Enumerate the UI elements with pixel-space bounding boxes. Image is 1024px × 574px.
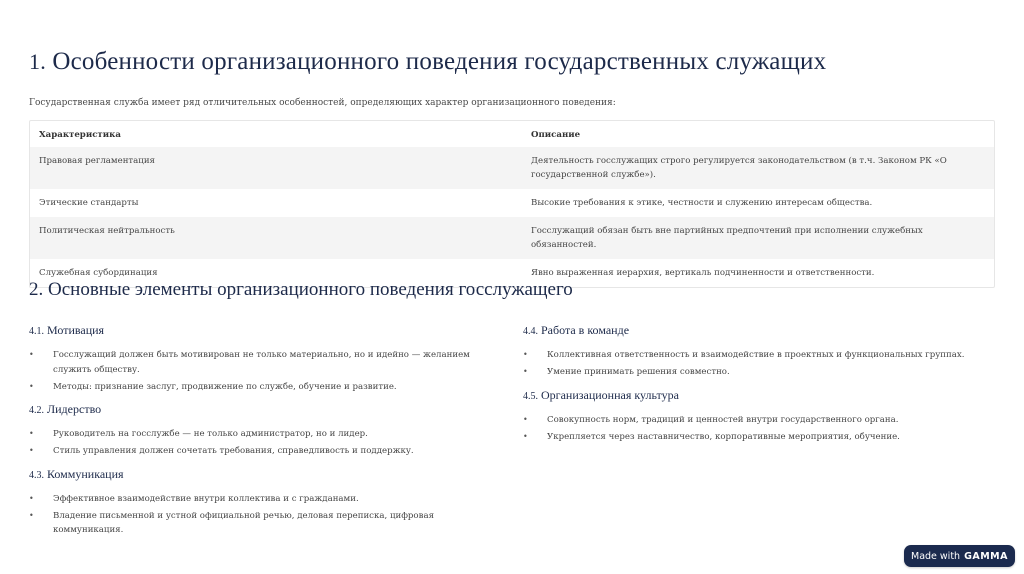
bullet-icon: • [29, 429, 34, 438]
table-cell: Деятельность госслужащих строго регулируется законодательством (в т.ч. Законом РК «О государственной службе»). [522, 147, 994, 189]
subsection-number: 4.3. [29, 469, 44, 481]
subsection-number: 4.4. [523, 326, 538, 337]
section-2-title: 2. Основные элементы организационного поведения госслужащего [29, 279, 573, 300]
list-item [29, 348, 499, 377]
page-title [29, 48, 826, 76]
bullet-list [29, 492, 499, 538]
bullet-list [523, 348, 993, 380]
subsection-label: Лидерство [47, 402, 102, 416]
subsection-label: Работа в команде [541, 323, 630, 337]
list-item-text: Руководитель на госслужбе — не только администратор, но и лидер. [53, 429, 368, 439]
table-cell: Высокие требования к этике, честности и служению интересам общества. [531, 198, 873, 208]
elements-left-column [29, 323, 499, 546]
list-item [523, 365, 993, 380]
subsection-number: 4.1. [29, 326, 44, 337]
table-cell: Явно выраженная иерархия, вертикаль подчиненности и ответственности. [531, 268, 875, 278]
bullet-list [29, 348, 499, 394]
list-item [29, 444, 499, 459]
table-header-row [30, 121, 994, 147]
gamma-logo: GAMMA [964, 550, 1008, 562]
section-number: 1. [29, 49, 46, 74]
list-item-text: Коллективная ответственность и взаимодействие в проектных и функциональных группах. [547, 350, 965, 360]
list-item [29, 492, 499, 507]
elements-right-column [523, 323, 993, 452]
column-header-description: Описание [531, 130, 581, 140]
list-item [29, 427, 499, 442]
subsection-label: Организационная культура [541, 387, 679, 402]
bullet-icon: • [29, 510, 34, 520]
list-item-text: Совокупность норм, традиций и ценностей внутри государственного органа. [547, 414, 899, 425]
list-item-text: Укрепляется через наставничество, корпоративные мероприятия, обучение. [547, 431, 900, 442]
list-item [523, 348, 993, 363]
bullet-icon: • [29, 493, 34, 503]
subsection-title [29, 323, 499, 338]
subsection-label: Мотивация [47, 323, 105, 337]
bullet-icon: • [29, 350, 34, 359]
table-row [30, 189, 994, 217]
table-row [30, 147, 994, 189]
table-row [30, 217, 994, 259]
subsection-title [29, 402, 499, 417]
list-item-text: Эффективное взаимодействие внутри коллектива и с гражданами. [53, 493, 359, 504]
list-item [29, 380, 499, 395]
list-item [523, 430, 993, 445]
table-cell: Госслужащий обязан быть вне партийных предпочтений при исполнении служебных обязанностей. [522, 217, 994, 259]
list-item-text: Методы: признание заслуг, продвижение по службе, обучение и развитие. [53, 381, 397, 392]
subsection-number: 4.5. [523, 390, 538, 402]
column-header-characteristic: Характеристика [39, 130, 121, 140]
subsection-number: 4.2. [29, 405, 44, 416]
table-cell: Служебная субординация [39, 268, 158, 278]
list-item [29, 509, 499, 538]
table-cell: Этические стандарты [39, 198, 139, 208]
subsection-label: Коммуникация [47, 466, 124, 481]
bullet-icon: • [523, 414, 528, 424]
subsection-title [29, 467, 499, 482]
features-table [29, 120, 995, 288]
intro-text: Государственная служба имеет ряд отличительных особенностей, определяющих характер организационного поведения: [29, 98, 616, 108]
subsection-title [523, 323, 993, 338]
bullet-icon: • [29, 446, 34, 455]
subsection-title [523, 388, 993, 403]
bullet-icon: • [523, 431, 528, 441]
list-item-text: Госслужащий должен быть мотивирован не только материально, но и идейно — желанием служить обществу. [53, 350, 470, 375]
table-cell: Политическая нейтральность [30, 217, 522, 259]
list-item [523, 413, 993, 428]
bullet-icon: • [29, 381, 34, 391]
list-item-text: Стиль управления должен сочетать требования, справедливость и поддержку. [53, 446, 414, 456]
list-item-text: Владение письменной и устной официальной речью, деловая переписка, цифровая коммуникация. [53, 510, 434, 535]
list-item-text: Умение принимать решения совместно. [547, 367, 730, 377]
badge-prefix: Made with [911, 550, 961, 562]
bullet-icon: • [523, 367, 528, 376]
bullet-list [29, 427, 499, 459]
made-with-gamma-badge[interactable] [904, 545, 1015, 567]
section-title: Особенности организационного поведения государственных служащих [52, 48, 827, 75]
bullet-icon: • [523, 350, 528, 359]
bullet-list [523, 413, 993, 445]
table-cell: Правовая регламентация [30, 147, 522, 189]
